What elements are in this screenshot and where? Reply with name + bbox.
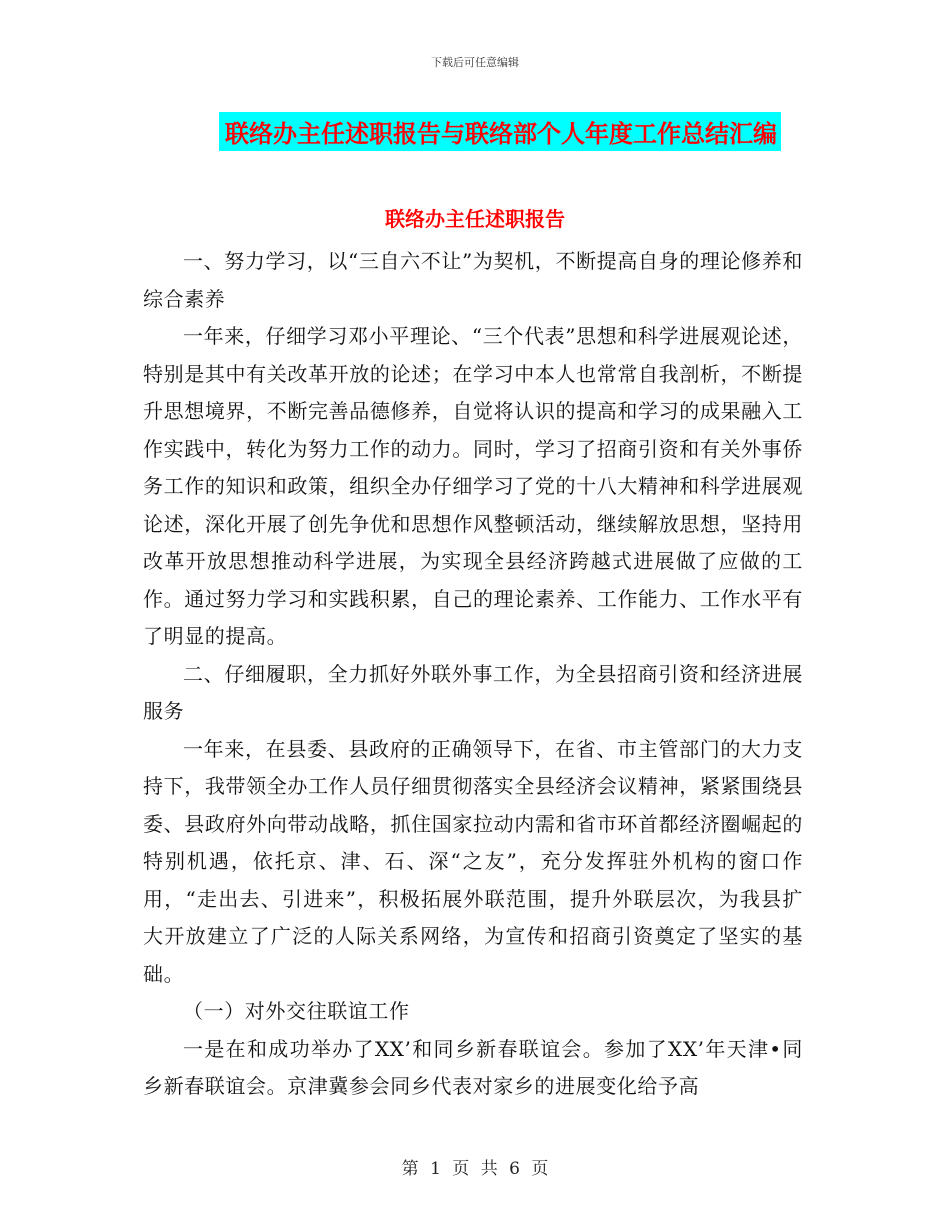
main-title-wrap	[0, 112, 950, 151]
body-paragraph-3: 一是在和成功举办了XX’和同乡新春联谊会。参加了XX’年天津•同乡新春联谊会。京津冀参会同乡代表对家乡的进展变化给予高	[143, 1036, 803, 1098]
report-title: 联络办主任述职报告	[385, 207, 565, 231]
body-paragraph-1: 一年来，仔细学习邓小平理论、“三个代表”思想和科学进展观论述，特别是其中有关改革开放的论述；在学习中本人也常常自我剖析，不断提升思想境界，不断完善品德修养，自觉将认识的提高和学习的成果融入工作实践中，转化为努力工作的动力。同时，学习了招商引资和有关外事侨务工作的知识和政策，组织全办仔细学习了党的十八大精神和科学进展观论述，深化开展了创先争优和思想作风整顿活动，继续解放思想，坚持用改革开放思想推动科学进展，为实现全县经济跨越式进展做了应做的工作。通过努力学习和实践积累，自己的理论素养、工作能力、工作水平有了明显的提高。	[143, 324, 803, 648]
document-body	[143, 243, 803, 1106]
header-note: 下载后可任意编辑	[431, 56, 519, 69]
body-paragraph-2: 一年来，在县委、县政府的正确领导下，在省、市主管部门的大力支持下，我带领全办工作人员仔细贯彻落实全县经济会议精神，紧紧围绕县委、县政府外向带动战略，抓住国家拉动内需和省市环首都经济圈崛起的特别机遇，依托京、津、石、深“之友”，充分发挥驻外机构的窗口作用，“走出去、引进来”，积极拓展外联范围，提升外联层次，为我县扩大开放建立了广泛的人际关系网络，为宣传和招商引资奠定了坚实的基础。	[143, 736, 803, 986]
subsection-heading-1: （一）对外交往联谊工作	[183, 999, 410, 1023]
section-heading-1: 一、努力学习，以“三自六不让”为契机，不断提高自身的理论修养和综合素养	[143, 249, 803, 311]
section-heading-2: 二、仔细履职，全力抓好外联外事工作，为全县招商引资和经济进展服务	[143, 661, 803, 723]
page-number-footer: 第 1 页 共 6 页	[401, 1159, 549, 1179]
document-main-title: 联络办主任述职报告与联络部个人年度工作总结汇编	[219, 112, 781, 151]
